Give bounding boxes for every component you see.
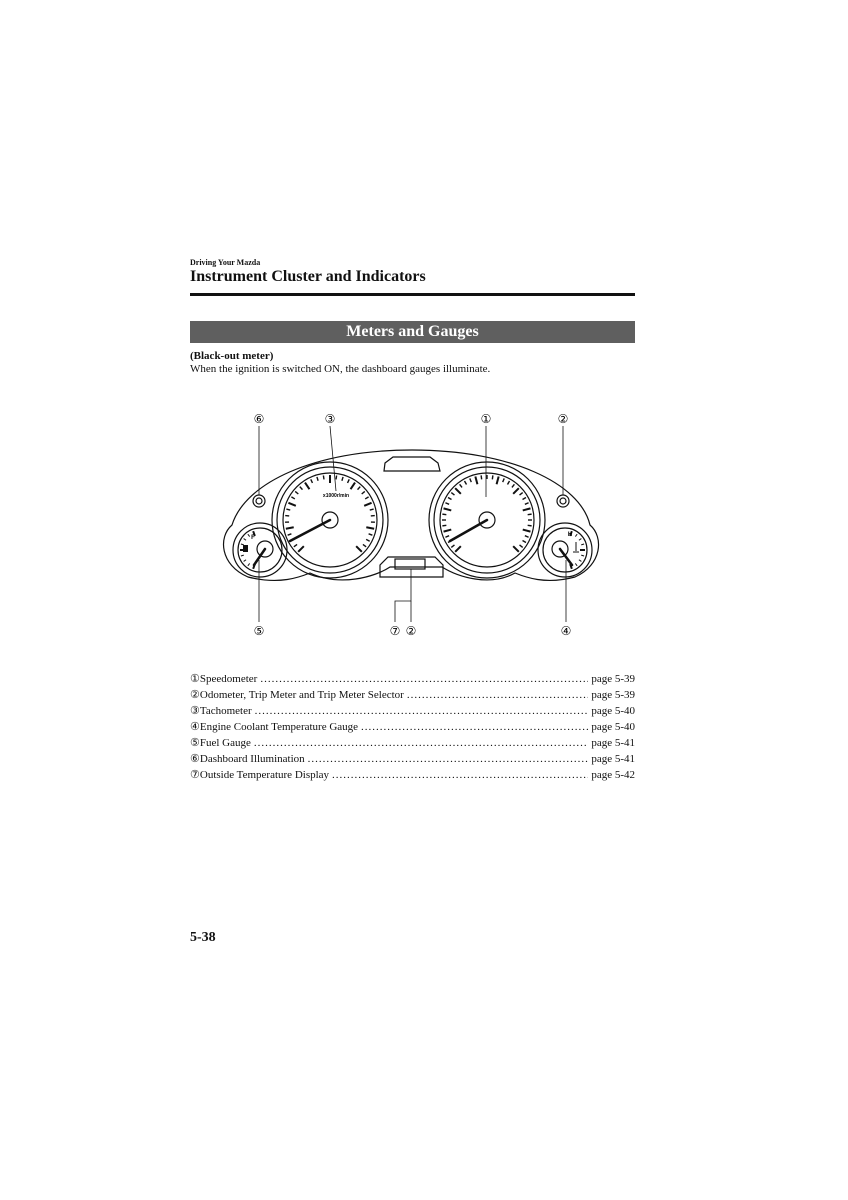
temp-tick [575, 534, 577, 536]
tach-tick [366, 539, 370, 541]
callout-top-6: ⑥ [253, 412, 265, 426]
legend-label: Engine Coolant Temperature Gauge [199, 721, 359, 733]
speed-tick [512, 484, 514, 487]
instrument-cluster-diagram [190, 405, 635, 645]
legend-number: ⑦ [190, 769, 200, 781]
legend-item [190, 703, 635, 719]
tach-tick [286, 527, 294, 529]
fuel-tick [244, 539, 246, 541]
speed-tick [460, 484, 462, 487]
speed-tick [523, 530, 531, 532]
tach-tick [294, 544, 297, 546]
leader-dots [254, 735, 588, 751]
coolant-icon [573, 542, 579, 552]
tach-tick [317, 477, 318, 481]
speed-tick [497, 477, 499, 485]
legend-page-ref: page 5-39 [591, 673, 635, 685]
legend-number: ④ [190, 721, 200, 733]
tach-tick [351, 483, 355, 490]
fuel-f-label: F [251, 535, 255, 541]
callout-bottom-7: ⑦ [389, 624, 401, 638]
speed-tick [451, 493, 454, 495]
legend-number: ⑥ [190, 753, 200, 765]
tach-tick [356, 546, 362, 552]
tach-tick [370, 509, 374, 510]
callout-bottom-5: ⑤ [253, 624, 265, 638]
legend-item [190, 671, 635, 687]
speed-tick [470, 478, 472, 482]
temp-tick [581, 555, 584, 556]
legend-page-ref: page 5-39 [591, 689, 635, 701]
tach-tick [366, 527, 374, 529]
callout-top-1: ① [480, 412, 492, 426]
fuel-pump-icon [243, 545, 248, 552]
tach-tick [336, 475, 337, 479]
callout-bottom-2: ② [405, 624, 417, 638]
legend-label: Odometer, Trip Meter and Trip Meter Selector [199, 689, 404, 701]
page-title: Instrument Cluster and Indicators [190, 268, 426, 285]
title-rule [190, 293, 635, 296]
speed-tick [513, 546, 519, 552]
tach-unit-label: x1000r/min [322, 493, 350, 499]
speed-tick [442, 525, 446, 526]
legend-page-ref: page 5-40 [591, 705, 635, 717]
tach-tick [348, 479, 350, 483]
tach-tick [358, 487, 361, 490]
leader-dots [260, 671, 588, 687]
tach-tick [300, 487, 303, 490]
tachometer-needle [290, 520, 330, 541]
leader-dots [308, 751, 589, 767]
tach-tick [323, 475, 324, 479]
speed-tick [528, 514, 532, 515]
speed-tick [451, 545, 454, 547]
leader-dots [407, 687, 588, 703]
tach-tick [286, 509, 290, 510]
legend-item [190, 687, 635, 703]
speed-tick [444, 508, 452, 510]
page-number: 5-38 [190, 930, 216, 945]
legend-item [190, 767, 635, 783]
tach-tick [291, 497, 294, 499]
tach-tick [288, 503, 295, 506]
legend-page-ref: page 5-41 [591, 737, 635, 749]
trip-selector-knob [557, 495, 569, 507]
tach-tick [288, 534, 292, 535]
speed-tick [445, 536, 449, 538]
speed-tick [520, 493, 523, 495]
tach-tick [295, 491, 298, 494]
legend-number: ① [190, 673, 200, 685]
center-top-panel [384, 457, 440, 471]
illumination-knob [253, 495, 265, 507]
fuel-tick [241, 544, 244, 545]
legend-label: Fuel Gauge [199, 737, 251, 749]
speed-tick [508, 481, 510, 484]
speed-tick [503, 478, 505, 482]
legend-item [190, 719, 635, 735]
speed-tick [523, 508, 531, 510]
speed-tick [513, 488, 519, 494]
speedometer-needle [450, 520, 487, 541]
speed-tick [523, 541, 526, 543]
speed-tick [475, 477, 477, 485]
callout-top-2: ② [557, 412, 569, 426]
legend-label: Dashboard Illumination [199, 753, 305, 765]
legend-page-ref: page 5-42 [591, 769, 635, 781]
tach-tick [363, 544, 366, 546]
speed-tick [528, 525, 532, 526]
legend-item [190, 735, 635, 751]
tach-tick [362, 491, 365, 494]
legend-label: Outside Temperature Display [199, 769, 330, 781]
legend-label: Speedometer [199, 673, 258, 685]
fuel-tick [241, 555, 244, 556]
section-label: Driving Your Mazda [190, 258, 261, 267]
temp-tick [579, 560, 581, 562]
intro-text: When the ignition is switched ON, the dashboard gauges illuminate. [190, 363, 491, 375]
speed-tick [492, 475, 493, 479]
section-banner: Meters and Gauges [190, 321, 635, 343]
fuel-tick [248, 534, 250, 536]
tach-tick [365, 497, 368, 499]
legend-number: ③ [190, 705, 200, 717]
legend-list [190, 671, 635, 783]
legend-number: ⑤ [190, 737, 200, 749]
speed-tick [525, 503, 529, 505]
speed-tick [448, 498, 451, 500]
tach-tick [311, 479, 313, 483]
tach-tick [369, 534, 373, 535]
legend-page-ref: page 5-41 [591, 753, 635, 765]
speed-tick [445, 503, 449, 505]
speed-tick [481, 475, 482, 479]
speed-tick [520, 545, 523, 547]
tach-tick [298, 546, 304, 552]
speed-tick [525, 536, 529, 538]
tach-tick [305, 483, 309, 490]
tach-tick [364, 503, 371, 506]
callout-bottom-4: ④ [560, 624, 572, 638]
speed-tick [465, 481, 467, 484]
speed-tick [523, 498, 526, 500]
fuel-tick [248, 563, 250, 565]
speed-tick [442, 514, 446, 515]
legend-page-ref: page 5-40 [591, 721, 635, 733]
temp-tick [579, 539, 581, 541]
leader-dots [255, 703, 589, 719]
leader-dots [332, 767, 588, 783]
legend-item [190, 751, 635, 767]
tach-tick [342, 477, 343, 481]
legend-number: ② [190, 689, 200, 701]
temp-tick [581, 544, 584, 545]
callout-top-3: ③ [324, 412, 336, 426]
sub-heading: (Black-out meter) [190, 350, 274, 362]
legend-label: Tachometer [199, 705, 252, 717]
fuel-tick [244, 560, 246, 562]
speed-tick [455, 488, 461, 494]
leader-dots [361, 719, 588, 735]
speed-tick [444, 530, 452, 532]
temp-h-label: H [567, 532, 573, 538]
temp-tick [575, 563, 577, 565]
speed-tick [455, 546, 461, 552]
